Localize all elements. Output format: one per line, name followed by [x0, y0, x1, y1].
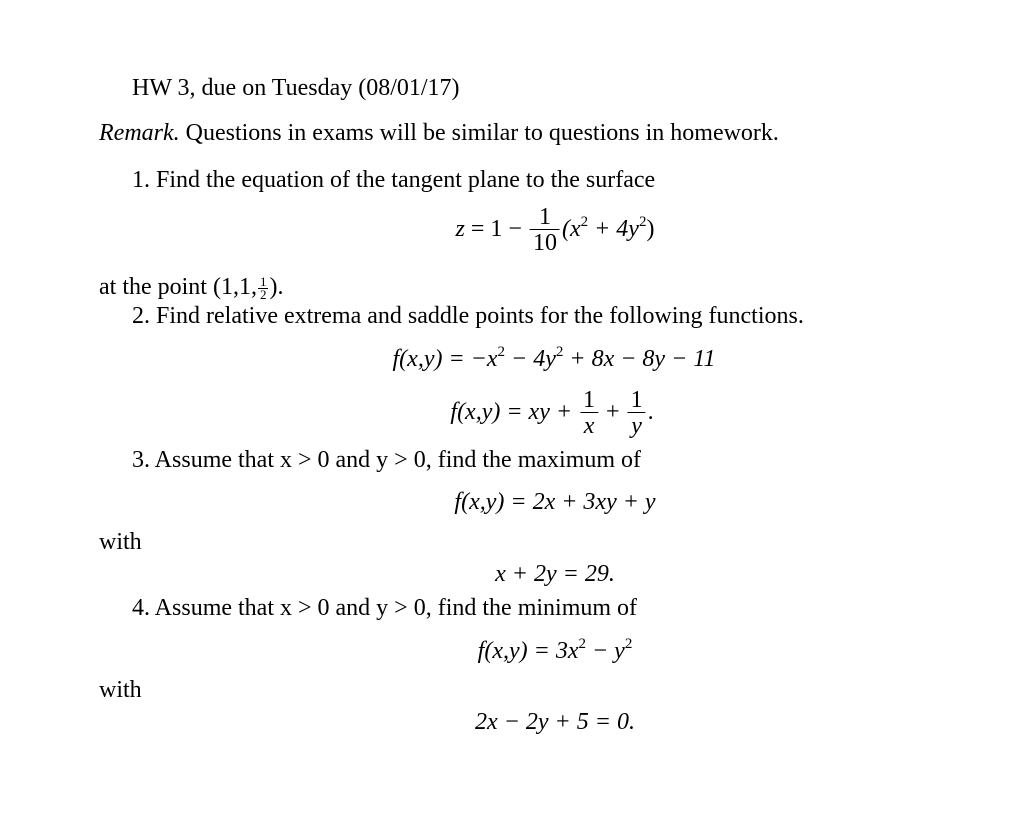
fraction-numerator: 1	[538, 204, 551, 230]
question-4-text: 4. Assume that x > 0 and y > 0, find the minimum of	[132, 595, 638, 621]
q4-constraint-expr: 2x − 2y + 5 = 0.	[475, 709, 635, 735]
eq-x-term: (x	[561, 216, 581, 243]
half-numerator: 1	[259, 273, 267, 289]
fraction-numerator: 1	[630, 387, 643, 413]
question-1-text: 1. Find the equation of the tangent plane to the surface	[132, 167, 656, 193]
f1-lhs: f(x,y) = −x	[392, 346, 498, 372]
question-3-with: with	[99, 529, 142, 555]
half-denominator: 2	[259, 286, 267, 302]
point-value: (1,1,	[212, 274, 257, 300]
question-4-function	[478, 637, 633, 665]
exponent: 2	[624, 636, 633, 652]
f1-end: + 8x − 8y − 11	[563, 346, 716, 372]
exponent: 2	[578, 636, 586, 652]
exponent: 2	[555, 344, 564, 360]
fraction-denominator: 10	[530, 229, 560, 256]
point-suffix: ).	[269, 274, 284, 300]
f2-lhs: f(x,y) = xy +	[450, 399, 579, 426]
fraction-numerator: 1	[583, 387, 596, 413]
remark-line	[99, 119, 779, 147]
question-3-text: 3. Assume that x > 0 and y > 0, find the maximum of	[132, 447, 642, 473]
f1-rest: − 4y	[505, 346, 556, 372]
fraction-one-over-y	[628, 388, 646, 439]
fraction-one-tenth	[530, 205, 560, 256]
homework-title: HW 3, due on Tuesday (08/01/17)	[132, 75, 460, 101]
question-2-text: 2. Find relative extrema and saddle points for the following functions.	[132, 303, 804, 329]
question-4-with: with	[99, 677, 142, 703]
eq-close-paren: )	[646, 216, 655, 243]
remark-label: Remark.	[99, 120, 180, 146]
q3-constraint-expr: x + 2y = 29.	[495, 561, 615, 587]
exponent: 2	[580, 214, 589, 231]
fraction-one-half	[258, 273, 269, 302]
question-1-point	[99, 273, 283, 301]
question-2-function-2	[450, 388, 653, 439]
point-prefix: at the point	[99, 274, 213, 300]
fraction-denominator: x	[580, 412, 598, 439]
fraction-one-over-x	[580, 388, 598, 439]
question-1-equation	[456, 205, 655, 256]
exponent: 2	[638, 214, 647, 231]
question-3-constraint	[495, 560, 615, 588]
f2-plus: +	[600, 399, 626, 426]
eq-y-term: + 4y	[588, 216, 639, 243]
f2-period: .	[647, 399, 654, 426]
remark-text: Questions in exams will be similar to questions in homework.	[185, 120, 779, 146]
question-3-function	[454, 488, 655, 516]
eq-equals-one-minus: = 1 −	[464, 216, 528, 243]
exponent: 2	[497, 344, 506, 360]
eq-z: z	[455, 216, 465, 243]
question-2-function-1	[393, 345, 716, 373]
fraction-denominator: y	[628, 412, 646, 439]
q4-func-mid: − y	[585, 638, 625, 664]
question-4-constraint	[475, 708, 635, 736]
q4-func-lhs: f(x,y) = 3x	[477, 638, 579, 664]
q3-func-expr: f(x,y) = 2x + 3xy + y	[454, 489, 656, 515]
